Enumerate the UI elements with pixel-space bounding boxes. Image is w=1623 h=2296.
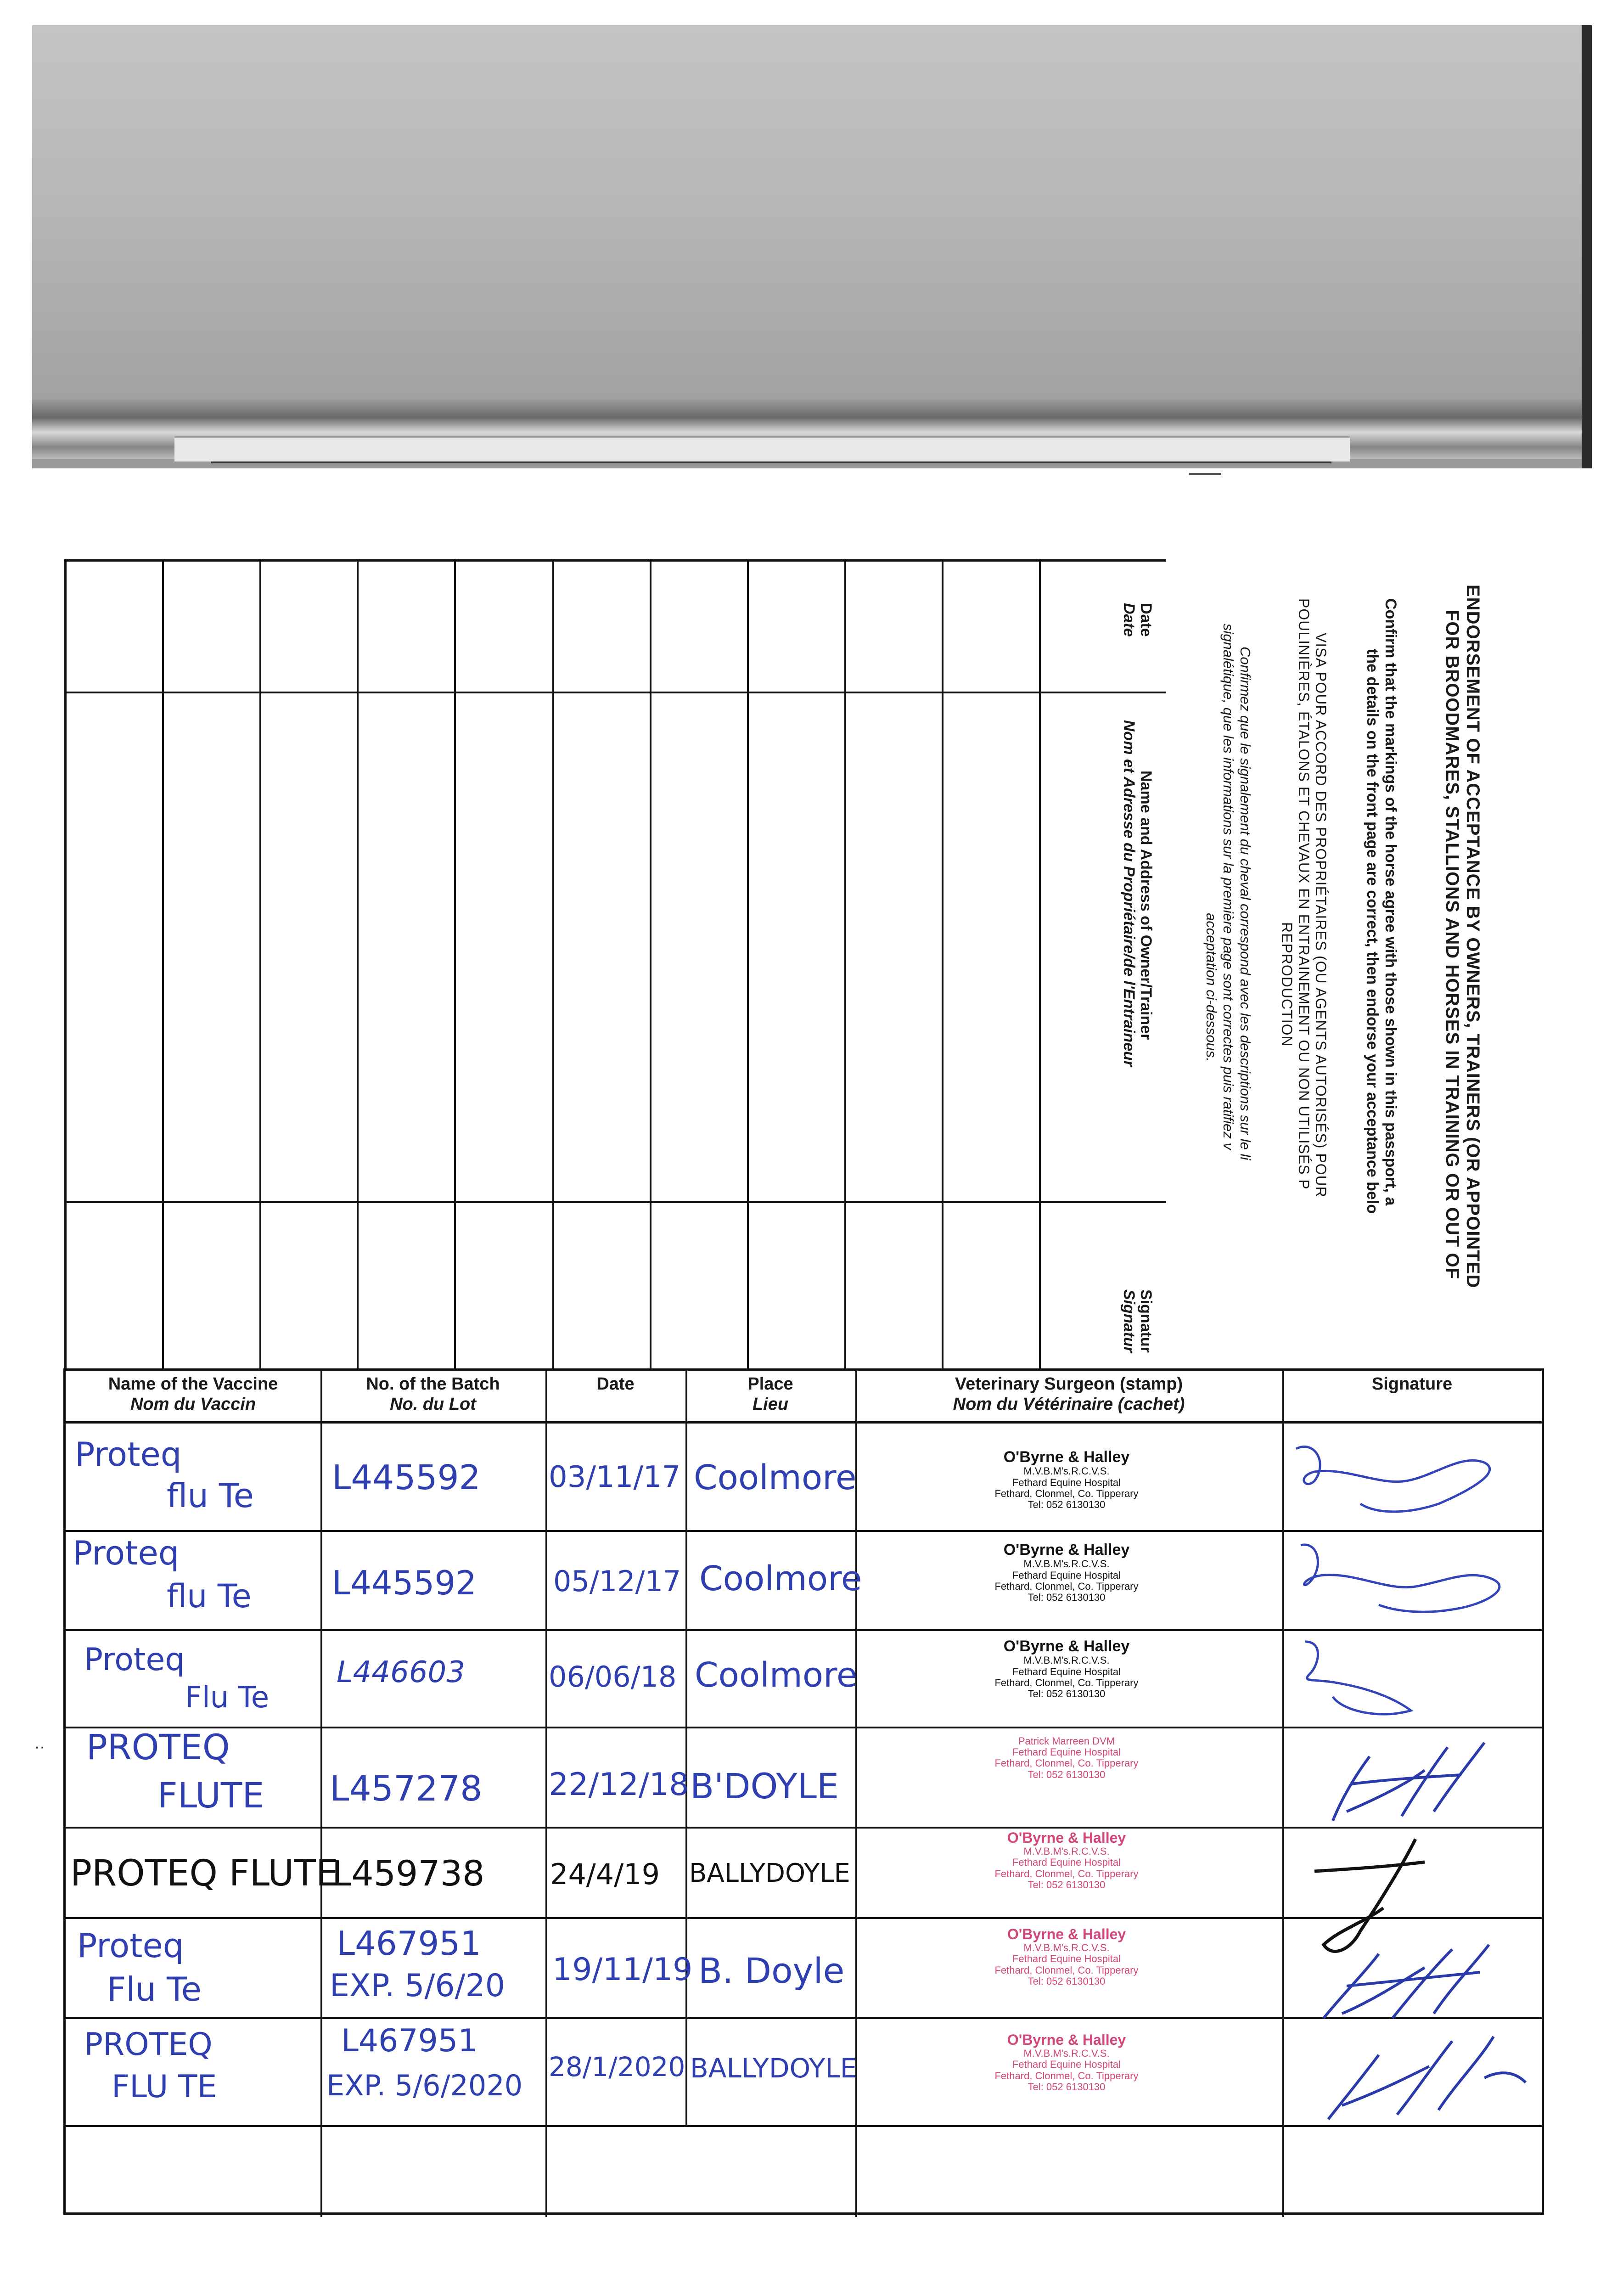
- owner-signature: [1287, 1729, 1544, 1830]
- vet-signature: [1287, 1632, 1544, 1729]
- endorse-signature-heading: Signatur: [1137, 1289, 1155, 1353]
- stamp-hospital: Fethard Equine Hospital: [1012, 1476, 1121, 1488]
- column-divider: [320, 1371, 322, 2217]
- stamp-tel: Tel: 052 6130130: [1028, 1879, 1106, 1891]
- fr-confirm-line-1: Confirmez que le signalement du cheval correspond avec les descriptions sur le li: [1237, 647, 1253, 1160]
- stamp-name: O'Byrne & Halley: [1007, 1926, 1126, 1942]
- batch-expiry: EXP. 5/6/20: [330, 1968, 505, 2004]
- vet-header: [855, 1374, 1282, 1414]
- signature-header-en: Signature: [1371, 1374, 1453, 1394]
- vaccine-name-line-1: Proteq: [77, 1926, 184, 1965]
- vaccine-name-line-1: PROTEQ: [84, 2026, 213, 2063]
- endorse-date-heading-fr: Date: [1120, 603, 1138, 637]
- page-tab-strip: [174, 436, 1350, 461]
- endorse-name-heading-fr: Nom et Adresse du Propriétaire/de l'Entraineur: [1120, 720, 1138, 1067]
- confirm-line-1: Confirm that the markings of the horse agree with those shown in this passport, a: [1382, 598, 1399, 1206]
- endorsement-title-line-1: ENDORSEMENT OF ACCEPTANCE BY OWNERS, TRAINERS (OR APPOINTED: [1463, 585, 1483, 1289]
- column-divider: [855, 1371, 857, 2217]
- row-divider: [66, 2125, 1542, 2127]
- vaccine-name-line-2: FLUTE: [157, 1775, 264, 1816]
- vaccine-name-line-1: PROTEQ FLUTE: [70, 1853, 339, 1894]
- vaccine-name-line-1: Proteq: [75, 1435, 182, 1474]
- vaccination-date: 24/4/19: [550, 1857, 660, 1891]
- stamp-name: O'Byrne & Halley: [1007, 2032, 1126, 2048]
- stamp-address: Fethard, Clonmel, Co. Tipperary: [994, 1868, 1139, 1880]
- margin-mark: ··: [34, 1738, 45, 1756]
- stamp-quals: M.V.B.M's.R.C.V.S.: [1023, 2048, 1110, 2060]
- vaccination-place: B. Doyle: [698, 1950, 845, 1991]
- stamp-quals: M.V.B.M's.R.C.V.S.: [1023, 1942, 1110, 1954]
- vet-stamp: [966, 1736, 1168, 1780]
- owner-signature: [1287, 1926, 1544, 2027]
- vaccine-name-line-2: FLU TE: [112, 2069, 217, 2105]
- endorsement-row-line: [259, 562, 261, 1370]
- stamp-name: O'Byrne & Halley: [1003, 1638, 1130, 1655]
- vaccine-name-line-2: flu Te: [167, 1476, 254, 1515]
- stamp-tel: Tel: 052 6130130: [1028, 1975, 1106, 1987]
- vaccine-name-line-2: Flu Te: [107, 1970, 202, 2009]
- batch-number: L467951: [337, 1924, 481, 1963]
- batch-number: L459738: [332, 1853, 485, 1894]
- place-header: [685, 1374, 855, 1414]
- date-header-en: Date: [596, 1374, 635, 1394]
- stamp-name: O'Byrne & Halley: [1003, 1541, 1130, 1559]
- vaccination-date: 28/1/2020: [549, 2051, 685, 2082]
- vaccination-place: BALLYDOYLE: [690, 2053, 857, 2084]
- endorsement-row-line: [844, 562, 846, 1370]
- confirm-line-2: the details on the front page are correct, then endorse your acceptance belo: [1364, 649, 1381, 1214]
- vaccine-name-line-1: Proteq: [73, 1534, 180, 1572]
- stamp-tel: Tel: 052 6130130: [1028, 1688, 1106, 1699]
- batch-number: L467951: [341, 2023, 478, 2059]
- endorsement-title-line-2: FOR BROODMARES, STALLIONS AND HORSES IN TRAINING OR OUT OF: [1442, 610, 1462, 1279]
- endorse-signature-heading-fr: Signatur: [1120, 1289, 1138, 1353]
- stamp-address: Fethard, Clonmel, Co. Tipperary: [994, 1580, 1139, 1592]
- vaccine-name-line-1: PROTEQ: [86, 1727, 230, 1767]
- vaccine-name-line-1: Proteq: [84, 1642, 185, 1678]
- vet-header-en: Veterinary Surgeon (stamp): [955, 1374, 1183, 1394]
- endorsement-row-line: [747, 562, 749, 1370]
- stamp-quals: Fethard Equine Hospital: [1012, 1746, 1121, 1758]
- column-divider: [545, 1371, 547, 2217]
- endorsement-row-line: [454, 562, 456, 1370]
- stamp-tel: Tel: 052 6130130: [1028, 2081, 1106, 2093]
- vaccination-date: 05/12/17: [553, 1564, 681, 1598]
- stamp-hospital: Fethard, Clonmel, Co. Tipperary: [994, 1757, 1139, 1769]
- endorse-name-heading: Name and Address of Owner/Trainer: [1137, 771, 1155, 1040]
- batch-header-en: No. of the Batch: [366, 1374, 500, 1394]
- stamp-hospital: Fethard Equine Hospital: [1012, 2059, 1121, 2071]
- vet-stamp: [966, 1449, 1168, 1510]
- vaccination-place: Coolmore: [695, 1655, 858, 1695]
- endorsement-row-line: [552, 562, 554, 1370]
- vaccine-header-fr: Nom du Vaccin: [130, 1394, 256, 1414]
- fr-confirm-line-2: signalétique, que les informations sur la première page sont correctes puis ratifiez v: [1220, 624, 1236, 1150]
- fr-title-line-3: REPRODUCTION: [1279, 922, 1295, 1047]
- batch-expiry: EXP. 5/6/2020: [326, 2069, 523, 2102]
- vaccine-header-en: Name of the Vaccine: [108, 1374, 278, 1394]
- vaccine-header: [66, 1374, 320, 1414]
- endorsement-col-line: [67, 692, 1166, 693]
- vaccine-name-line-2: Flu Te: [185, 1681, 270, 1715]
- column-divider: [685, 1371, 687, 2125]
- fr-confirm-line-3: acceptation ci-dessous.: [1203, 913, 1219, 1062]
- stamp-address: Fethard, Clonmel, Co. Tipperary: [994, 1487, 1139, 1499]
- batch-number: L446603: [337, 1655, 465, 1689]
- vet-stamp: [966, 1542, 1168, 1603]
- stamp-address: Fethard, Clonmel, Co. Tipperary: [994, 1964, 1139, 1976]
- endorsement-row-line: [650, 562, 651, 1370]
- stamp-tel: Tel: 052 6130130: [1028, 1498, 1106, 1510]
- stamp-name: O'Byrne & Halley: [1007, 1829, 1126, 1846]
- endorsement-row-line: [1039, 562, 1041, 1370]
- stamp-quals: M.V.B.M's.R.C.V.S.: [1023, 1558, 1110, 1570]
- vet-header-fr: Nom du Vétérinaire (cachet): [953, 1394, 1185, 1414]
- column-divider: [1282, 1371, 1284, 2217]
- vet-signature: [1287, 1435, 1544, 1531]
- vet-signature: [1287, 1536, 1544, 1628]
- endorsement-section: [64, 559, 1547, 1372]
- endorsement-table: [64, 559, 1166, 1372]
- vaccination-place: Coolmore: [694, 1458, 857, 1497]
- scanner-lid-border: [1582, 25, 1592, 468]
- row-divider: [66, 1629, 1542, 1631]
- batch-number: L457278: [330, 1768, 483, 1809]
- vaccination-date: 22/12/18: [549, 1767, 689, 1803]
- endorsement-row-line: [357, 562, 359, 1370]
- scan-tick-mark: [1189, 473, 1221, 475]
- fr-title-line-2: POULINIÈRES, ÉTALONS ET CHEVAUX EN ENTRAINEMENT OU NON UTILISÉS P: [1296, 598, 1312, 1190]
- vaccination-date: 03/11/17: [549, 1460, 681, 1494]
- vaccination-table: [63, 1368, 1544, 2215]
- vaccination-date: 06/06/18: [549, 1660, 677, 1694]
- stamp-quals: M.V.B.M's.R.C.V.S.: [1023, 1654, 1110, 1666]
- vaccination-date: 19/11/19: [552, 1952, 693, 1988]
- fr-title-line-1: VISA POUR ACCORD DES PROPRIÉTAIRES (OU AGENTS AUTORISÉS) POUR: [1313, 633, 1329, 1198]
- vet-stamp: [966, 2032, 1168, 2093]
- place-header-en: Place: [747, 1374, 793, 1394]
- stamp-hospital: Fethard Equine Hospital: [1012, 1857, 1121, 1868]
- endorsement-row-line: [942, 562, 943, 1370]
- owner-signature: [1287, 2023, 1544, 2124]
- endorse-date-heading: Date: [1137, 603, 1155, 637]
- batch-number: L445592: [332, 1458, 481, 1497]
- vet-stamp: [966, 1638, 1168, 1699]
- vet-stamp: [966, 1926, 1168, 1987]
- batch-header-fr: No. du Lot: [390, 1394, 476, 1414]
- vaccination-place: B'DOYLE: [690, 1766, 839, 1806]
- stamp-name: Patrick Marreen DVM: [1018, 1735, 1115, 1747]
- stamp-hospital: Fethard Equine Hospital: [1012, 1666, 1121, 1677]
- stamp-name: O'Byrne & Halley: [1003, 1448, 1130, 1466]
- stamp-address: Fethard, Clonmel, Co. Tipperary: [994, 1677, 1139, 1688]
- stamp-tel: Tel: 052 6130130: [1028, 1591, 1106, 1603]
- stamp-hospital: Fethard Equine Hospital: [1012, 1569, 1121, 1581]
- stamp-tel: Tel: 052 6130130: [1028, 1768, 1106, 1780]
- batch-number: L445592: [332, 1564, 477, 1602]
- place-header-fr: Lieu: [752, 1394, 789, 1414]
- vet-stamp: [966, 1830, 1168, 1891]
- vaccination-table-header: [66, 1371, 1542, 1424]
- stamp-address: Fethard, Clonmel, Co. Tipperary: [994, 2070, 1139, 2082]
- stamp-quals: M.V.B.M's.R.C.V.S.: [1023, 1846, 1110, 1857]
- endorsement-col-line: [67, 1201, 1166, 1203]
- divider-line: [211, 461, 1331, 463]
- vaccine-name-line-2: flu Te: [167, 1577, 252, 1615]
- date-header: [545, 1374, 685, 1395]
- vaccination-place: Coolmore: [699, 1559, 862, 1598]
- batch-header: [320, 1374, 545, 1414]
- stamp-quals: M.V.B.M's.R.C.V.S.: [1023, 1465, 1110, 1477]
- stamp-hospital: Fethard Equine Hospital: [1012, 1953, 1121, 1965]
- endorsement-row-line: [162, 562, 164, 1370]
- vaccination-place: BALLYDOYLE: [689, 1858, 850, 1888]
- signature-header: [1282, 1374, 1542, 1395]
